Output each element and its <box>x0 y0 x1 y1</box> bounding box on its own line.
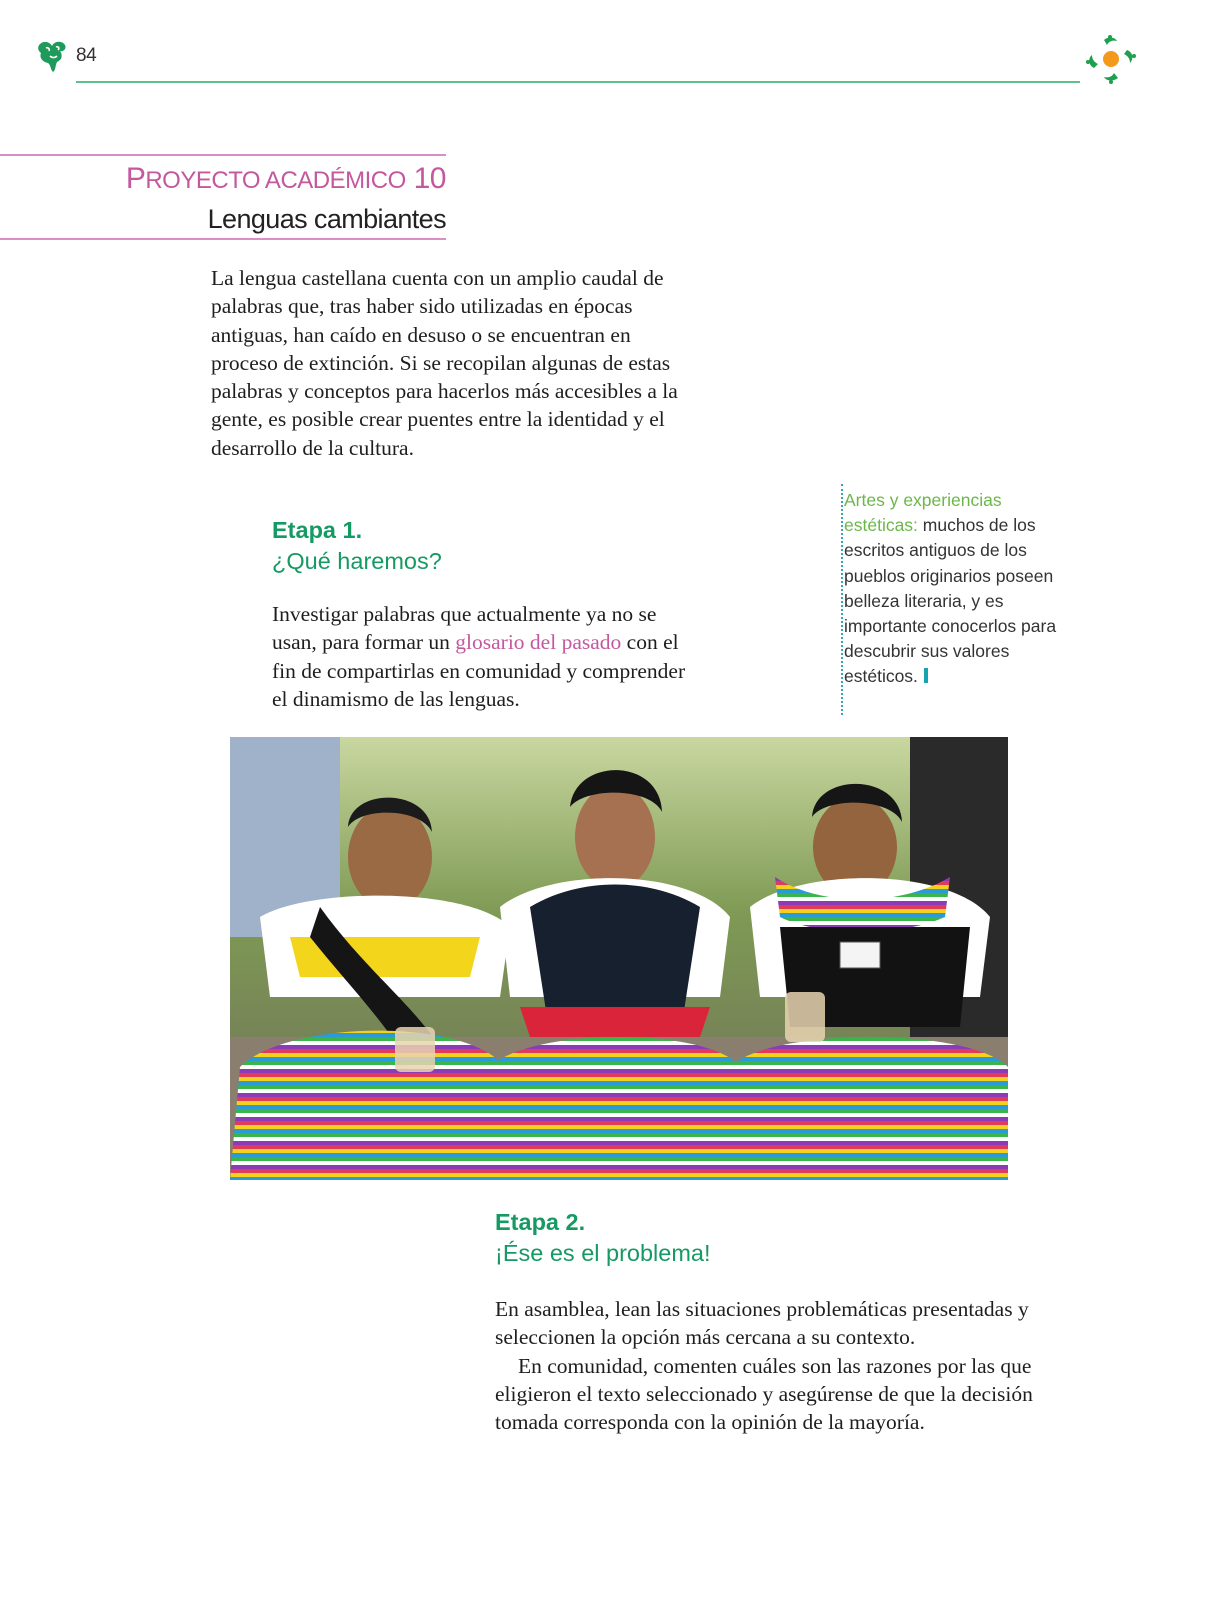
title-rule-top <box>0 154 446 156</box>
stage2-title: ¡Ése es el problema! <box>495 1240 711 1266</box>
project-subtitle: Lenguas cambiantes <box>207 204 446 234</box>
title-rule-bottom <box>0 238 446 240</box>
page-number: 84 <box>76 45 97 66</box>
photo-three-women-traditional-dress <box>230 737 1008 1180</box>
stage2-number: Etapa 2. <box>495 1209 586 1235</box>
stage2-paragraph-2: En comunidad, comenten cuáles son las razones por las que eligieron el texto seleccionado y asegúrense de que la decisión tomada corresponda con la opinión de la mayoría. <box>495 1353 1033 1435</box>
stage2-heading <box>495 1207 915 1269</box>
stage2-paragraph-1: En asamblea, lean las situaciones problemáticas presentadas y seleccionen la opción más cercana a su contexto. <box>495 1297 1029 1350</box>
sidebar-rule <box>841 484 843 715</box>
stage1-title: ¿Qué haremos? <box>272 548 442 574</box>
sidebar-text: muchos de los escritos antiguos de los pueblos originarios poseen belleza literaria, y es importante conocerlos para descubrir sus valores estéticos. <box>844 515 1057 687</box>
green-glyph-icon <box>36 38 68 74</box>
sidebar-note <box>844 488 1059 690</box>
intro-paragraph: La lengua castellana cuenta con un amplio caudal de palabras que, tras haber sido utilizadas en épocas antiguas, han caído en desuso o se encuentran en proceso de extinción. Si se recopilan algunas de estas palabras y conceptos para hacerlos más accesibles a la gente, es posible crear puentes entre la identidad y el desarrollo de la cultura. <box>211 266 678 460</box>
glossary-highlight: glosario del pasado <box>455 630 622 655</box>
stage1-heading <box>272 515 692 577</box>
stage1-number: Etapa 1. <box>272 517 363 543</box>
header-rule <box>76 81 1080 83</box>
end-mark-icon <box>924 668 928 683</box>
sidebar-term: Artes y experiencias estéticas: <box>844 490 1002 536</box>
stage1-paragraph: Investigar palabras que actualmente ya no se usan, para formar un glosario del pasado con el fin de compartirlas en comunidad y comprender el dinamismo de las lenguas. <box>272 602 686 711</box>
project-label: PROYECTO ACADÉMICO 10 <box>125 162 446 195</box>
community-circle-icon <box>1082 32 1140 86</box>
stage2-paragraphs <box>495 1295 1065 1436</box>
